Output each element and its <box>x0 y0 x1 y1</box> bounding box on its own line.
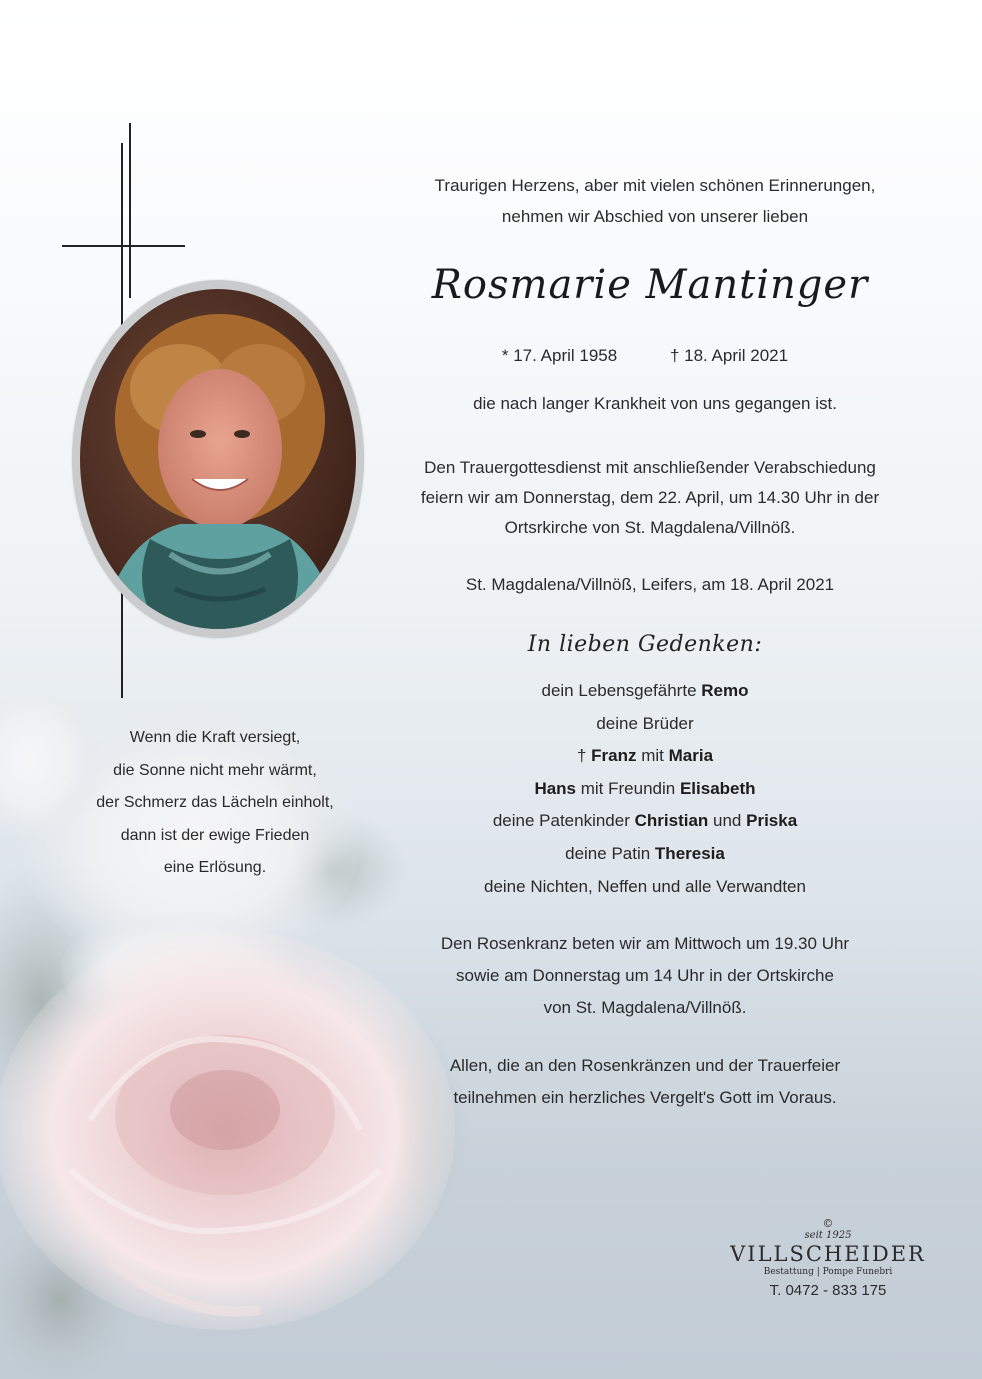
family-name: Franz <box>591 746 637 766</box>
logo-subtitle: Bestattung | Pompe Funebri <box>763 1267 893 1277</box>
family-line <box>395 773 895 806</box>
copyright-symbol: © <box>822 1217 834 1230</box>
family-text: dein Lebensgefährte <box>541 681 702 700</box>
family-list <box>395 675 895 903</box>
death-date: † 18. April 2021 <box>669 346 789 365</box>
service-line-3: Ortsrkirche von St. Magdalena/Villnöß. <box>504 518 796 537</box>
family-line <box>395 740 895 773</box>
poem-line: eine Erlösung. <box>163 859 267 876</box>
passing-line: die nach langer Krankheit von uns gegangen ist. <box>473 394 837 413</box>
birth-date: * 17. April 1958 <box>501 346 618 365</box>
funeral-home-logo <box>728 1218 928 1302</box>
family-line: deine Nichten, Neffen und alle Verwandten <box>484 876 806 896</box>
poem-line: die Sonne nicht mehr wärmt, <box>113 761 317 779</box>
service-line-1: Den Trauergottesdienst mit anschließender Verabschiedung <box>424 458 876 477</box>
family-name: Christian <box>634 811 709 831</box>
family-name: Priska <box>746 811 798 831</box>
family-name: Theresia <box>654 843 725 863</box>
portrait-photo <box>80 289 356 629</box>
family-text: und <box>708 811 747 831</box>
portrait-frame <box>72 280 364 638</box>
logo-phone: T. 0472 - 833 175 <box>769 1282 887 1299</box>
rosary-line-3: von St. Magdalena/Villnöß. <box>543 998 747 1017</box>
thanks-text <box>395 1050 895 1114</box>
rosary-line-1: Den Rosenkranz beten wir am Mittwoch um 19.30 Uhr <box>440 934 850 953</box>
thanks-line-2: teilnehmen ein herzliches Vergelt's Gott im Voraus. <box>453 1088 837 1107</box>
thanks-line-1: Allen, die an den Rosenkränzen und der Trauerfeier <box>449 1056 841 1075</box>
poem-line: dann ist der ewige Frieden <box>120 826 310 844</box>
poem-line: der Schmerz das Lächeln einholt, <box>96 794 334 811</box>
cross-symbol: † <box>576 746 592 766</box>
family-name: Elisabeth <box>679 778 756 798</box>
gedenken-heading: In lieben Gedenken: <box>527 632 763 657</box>
place-date: St. Magdalena/Villnöß, Leifers, am 18. April 2021 <box>465 575 835 594</box>
poem-line: Wenn die Kraft versiegt, <box>129 729 301 746</box>
family-name: Hans <box>534 778 577 798</box>
poem <box>80 722 350 885</box>
logo-since: seit 1925 <box>804 1230 852 1241</box>
family-text: deine Patin <box>565 843 655 863</box>
family-name: Maria <box>668 746 714 766</box>
service-line-2: feiern wir am Donnerstag, dem 22. April, um 14.30 Uhr in der <box>420 488 880 507</box>
intro-line-1: Traurigen Herzens, aber mit vielen schönen Erinnerungen, <box>434 176 876 195</box>
family-text: deine Patenkinder <box>492 811 635 831</box>
life-dates <box>400 346 890 366</box>
family-text: mit <box>636 746 669 766</box>
family-line: deine Brüder <box>596 713 694 733</box>
cross-horizontal-line <box>62 245 185 247</box>
rosary-info <box>395 928 895 1024</box>
family-line <box>395 838 895 871</box>
family-line <box>395 805 895 838</box>
service-info <box>395 453 905 543</box>
intro-text <box>400 170 910 232</box>
logo-brand: VILLSCHEIDER <box>730 1242 926 1266</box>
deceased-name: Rosmarie Mantinger <box>431 262 869 308</box>
family-line <box>395 675 895 708</box>
family-name: Remo <box>701 681 749 700</box>
family-text: mit Freundin <box>576 778 680 798</box>
cross-vertical-line-short <box>129 123 131 298</box>
rosary-line-2: sowie am Donnerstag um 14 Uhr in der Ortskirche <box>456 966 834 985</box>
intro-line-2: nehmen wir Abschied von unserer lieben <box>501 207 809 226</box>
